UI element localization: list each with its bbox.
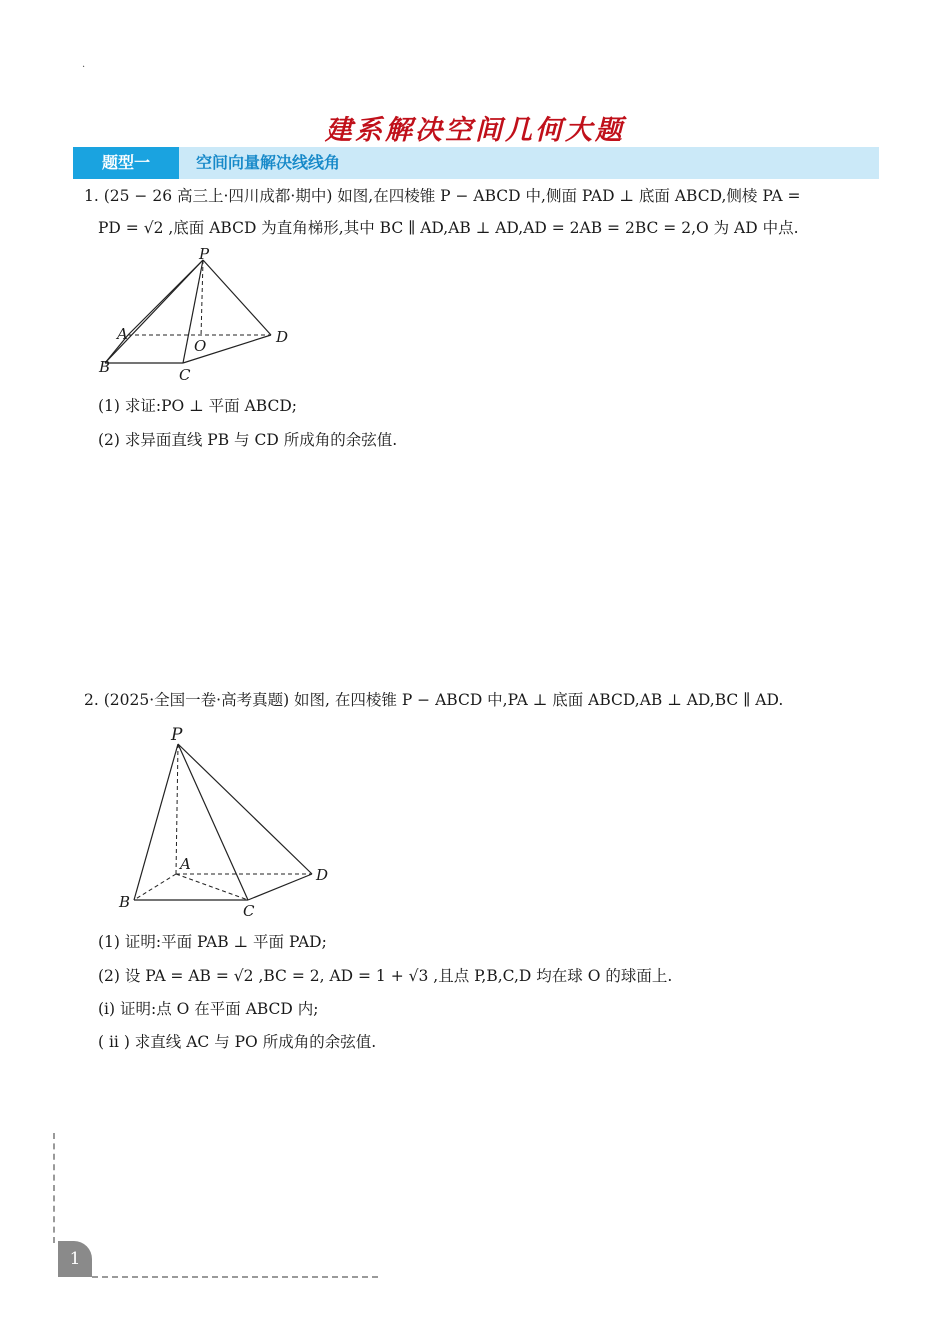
q2-edge-PC	[178, 744, 248, 900]
q2-pyramid-figure	[112, 722, 342, 922]
section-tag: 题型一	[73, 147, 179, 179]
q1-label-A: A	[117, 325, 128, 343]
q2-label-D: D	[316, 866, 329, 884]
q2-edge-PD	[178, 744, 312, 874]
q1-label-B: B	[99, 358, 111, 376]
footer-horizontal-dash	[92, 1276, 378, 1278]
q2-edge-AC	[176, 874, 248, 900]
q2-sub2: (2) 设 PA = AB = √2 ,BC = 2, AD = 1 + √3 ,且点 P,B,C,D 均在球 O 的球面上.	[98, 967, 673, 985]
q2-sub4: ( ii ) 求直线 AC 与 PO 所成角的余弦值.	[98, 1033, 377, 1051]
q2-label-P: P	[171, 725, 183, 745]
q2-sub3: (i) 证明:点 O 在平面 ABCD 内;	[98, 1000, 319, 1018]
q1-label-C: C	[179, 366, 191, 384]
q1-stem-line1: 1. (25 − 26 高三上·四川成都·期中) 如图,在四棱锥 P − ABCD 中,侧面 PAD ⊥ 底面 ABCD,侧棱 PA =	[84, 187, 801, 205]
section-name: 空间向量解决线线角	[196, 153, 341, 172]
q1-label-O: O	[194, 337, 207, 355]
q2-sub1: (1) 证明:平面 PAB ⊥ 平面 PAD;	[98, 933, 327, 951]
q1-edge-PD	[203, 260, 271, 335]
q2-edge-PB	[134, 744, 178, 900]
q2-stem-line1: 2. (2025·全国一卷·高考真题) 如图, 在四棱锥 P − ABCD 中,PA ⊥ 底面 ABCD,AB ⊥ AD,BC ∥ AD.	[84, 691, 784, 709]
q2-label-C: C	[243, 902, 255, 920]
q2-label-A: A	[180, 855, 191, 873]
q1-stem-line2: PD = √2 ,底面 ABCD 为直角梯形,其中 BC ∥ AD,AB ⊥ AD,AD = 2AB = 2BC = 2,O 为 AD 中点.	[98, 219, 799, 237]
q1-pyramid-figure	[95, 245, 305, 385]
q2-edge-PA	[176, 744, 178, 874]
q1-sub1: (1) 求证:PO ⊥ 平面 ABCD;	[98, 397, 297, 415]
footer-vertical-dash	[53, 1133, 55, 1243]
q2-label-B: B	[119, 893, 131, 911]
page-title: 建系解决空间几何大题	[325, 115, 625, 146]
corner-mark: ·	[82, 62, 86, 73]
q1-label-D: D	[276, 328, 289, 346]
q1-edge-PB	[105, 260, 203, 363]
q2-edge-CD	[248, 874, 312, 900]
page-number: 1	[58, 1241, 92, 1277]
section-header-bar	[73, 147, 879, 179]
q1-label-P: P	[199, 245, 210, 263]
q1-sub2: (2) 求异面直线 PB 与 CD 所成角的余弦值.	[98, 431, 398, 449]
